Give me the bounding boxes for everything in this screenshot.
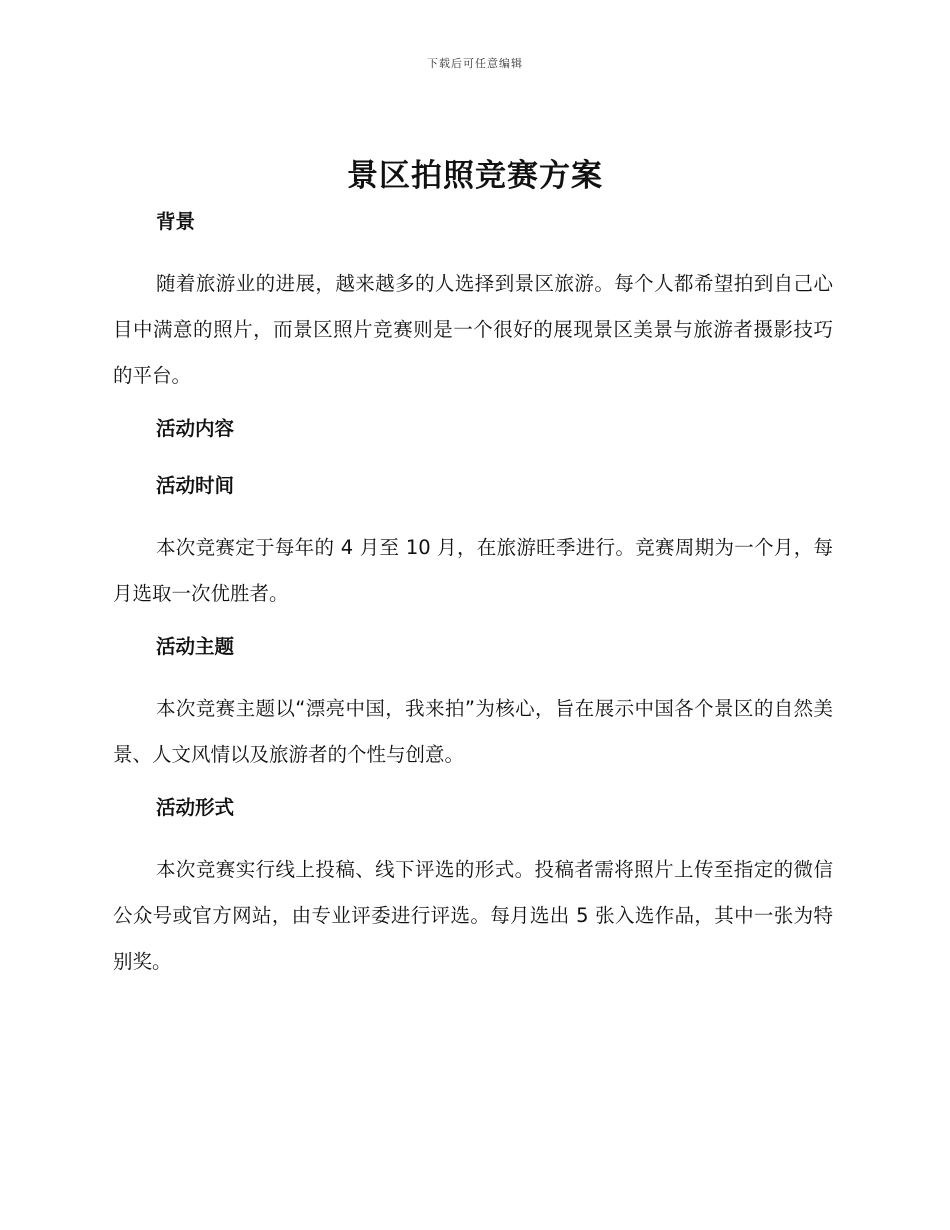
section-text-background: 随着旅游业的进展，越来越多的人选择到景区旅游。每个人都希望拍到自己心目中满意的照片，而景区照片竞赛则是一个很好的展现景区美景与旅游者摄影技巧的平台。 [113, 272, 833, 387]
document-body [113, 204, 833, 985]
section-text-theme: 本次竞赛主题以“漂亮中国，我来拍”为核心，旨在展示中国各个景区的自然美景、人文风情以及旅游者的个性与创意。 [113, 697, 833, 766]
section-text-format: 本次竞赛实行线上投稿、线下评选的形式。投稿者需将照片上传至指定的微信公众号或官方网站，由专业评委进行评选。每月选出 5 张入选作品，其中一张为特别奖。 [113, 858, 833, 973]
section-heading-theme: 活动主题 [156, 635, 235, 658]
section-heading-format: 活动形式 [156, 796, 235, 819]
section-heading-time: 活动时间 [156, 474, 235, 497]
page-header-note: 下载后可任意编辑 [427, 57, 523, 70]
section-heading-content: 活动内容 [156, 417, 235, 440]
section-heading-background: 背景 [156, 210, 196, 233]
section-text-time: 本次竞赛定于每年的 4 月至 10 月，在旅游旺季进行。竞赛周期为一个月，每月选取一次优胜者。 [113, 536, 833, 605]
document-title: 景区拍照竞赛方案 [347, 158, 603, 194]
